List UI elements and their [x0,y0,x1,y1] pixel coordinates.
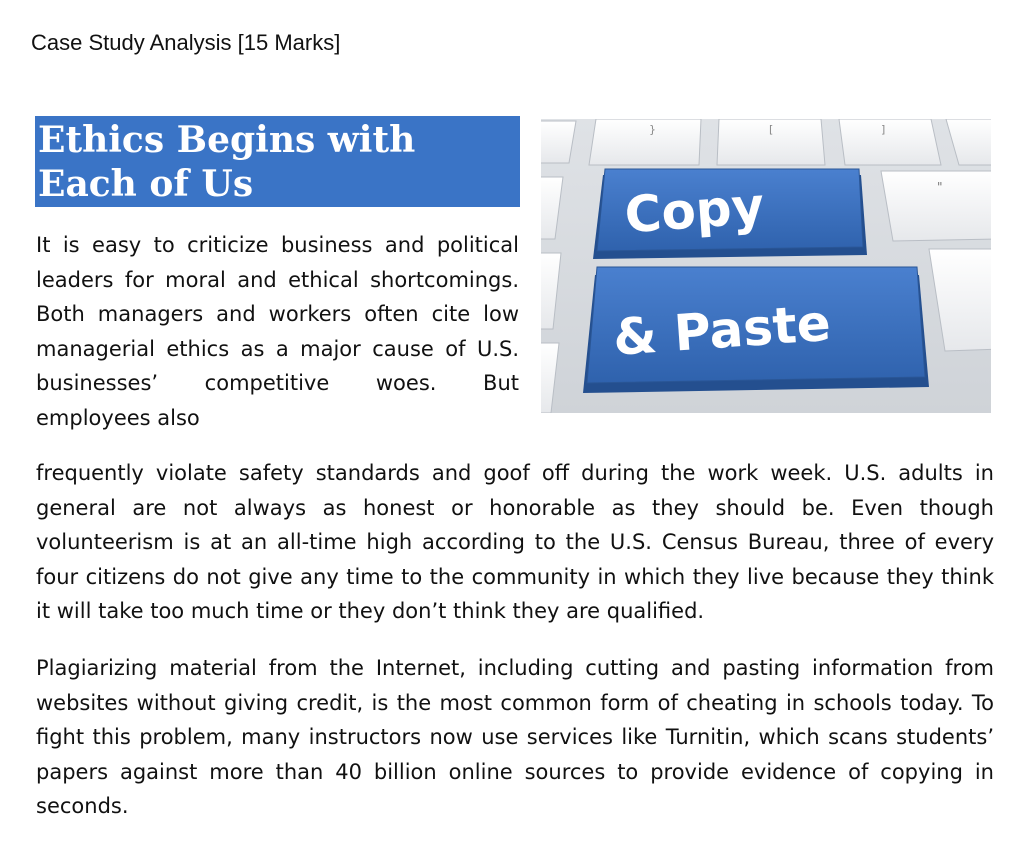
keyboard-top-row [541,119,991,165]
article-title-line-1: Ethics Begins with [38,119,416,161]
svg-text:": " [937,180,943,194]
body-paragraph-2: Plagiarizing material from the Internet, including cutting and pasting information from websites without giving credit, is the most common form of cheating in schools today. To fight this problem, many instructors now use services like Turnitin, which scans students’ papers against more than 40 billion online sources to provide evidence of copying in seconds. [36,656,994,818]
svg-text:[: [ [769,123,774,136]
copy-key [593,169,867,259]
article-title-line-2: Each of Us [38,163,254,205]
intro-paragraph: It is easy to criticize business and political leaders for moral and ethical shortcomings. Both managers and workers often cite low managerial ethics as a major cause of U.S. businesses’ competitive woes. But employees also [36,233,519,430]
paste-key-label: & Paste [611,293,833,367]
body-paragraph-1: frequently violate safety standards and goof off during the work week. U.S. adults in general are not always as honest or honorable as they should be. Even though volunteerism is at an all-time high according to the U.S. Census Bureau, three of every four citizens do not give any time to the community in which they live because they think it will take too much time or they don’t think they are qualified. [36,461,994,623]
svg-text:}: } [649,123,656,136]
svg-text:]: ] [881,123,886,136]
copy-key-label: Copy [622,176,766,245]
assignment-header: Case Study Analysis [15 Marks] [31,30,341,55]
copy-paste-keyboard-image [541,119,991,413]
paste-key [583,267,929,393]
article-title-banner [35,116,520,207]
